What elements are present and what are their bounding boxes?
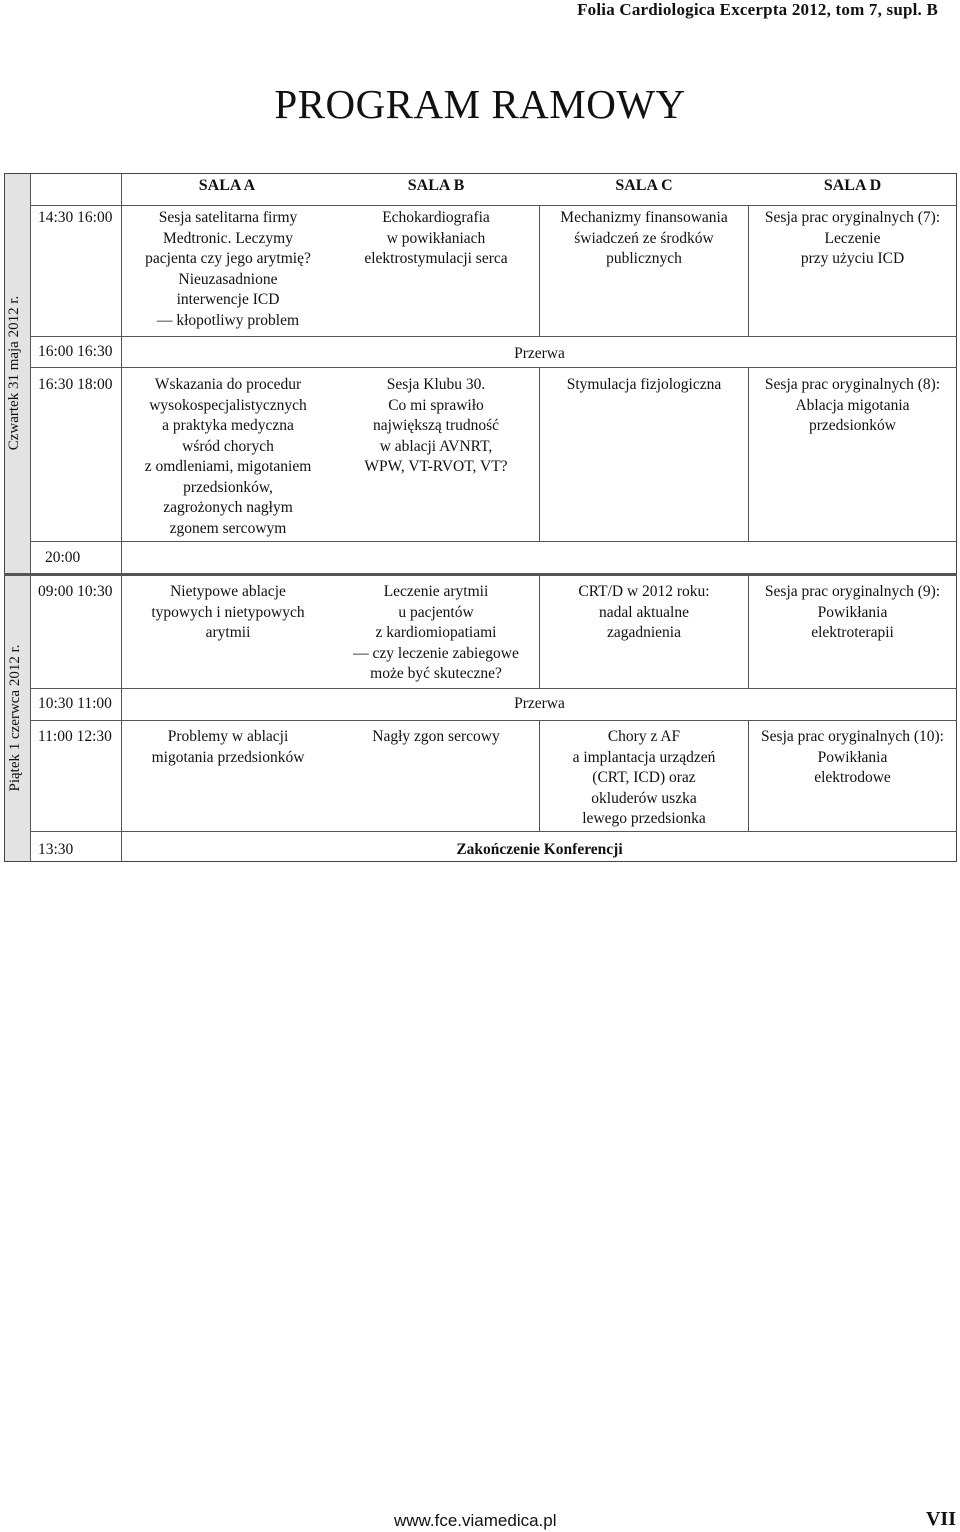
session-sala-c: CRT/D w 2012 roku: nadal aktualne zagadnienia bbox=[578, 583, 710, 641]
page-number: VII bbox=[925, 1508, 956, 1530]
day-label-friday: Piątek 1 czerwca 2012 r. bbox=[7, 644, 23, 792]
session-sala-c: Chory z AF a implantacja urządzeń (CRT, ICD) oraz okluderów uszka lewego przedsionka bbox=[572, 728, 716, 827]
day-separator bbox=[4, 573, 957, 576]
session-sala-a: Nietypowe ablacje typowych i nietypowych arytmii bbox=[151, 583, 305, 641]
session-sala-b: Leczenie arytmii u pacjentów z kardiomiopatiami — czy leczenie zabiegowe może być skuteczne? bbox=[353, 583, 519, 682]
session-sala-a: Sesja satelitarna firmy Medtronic. Leczymy pacjenta czy jego arytmię? Nieuzasadnione interwencje ICD — kłopotliwy problem bbox=[145, 209, 311, 329]
divider bbox=[30, 688, 957, 689]
session-sala-d: Sesja prac oryginalnych (7): Leczenie przy użyciu ICD bbox=[764, 209, 941, 267]
time-slot: 09:00 10:30 bbox=[38, 583, 113, 600]
column-header-sala-c: SALA C bbox=[615, 177, 673, 194]
divider bbox=[30, 831, 957, 832]
time-slot: 16:30 18:00 bbox=[38, 376, 113, 393]
divider bbox=[30, 541, 957, 542]
page-title: PROGRAM RAMOWY bbox=[274, 81, 686, 127]
column-header-sala-d: SALA D bbox=[823, 177, 882, 194]
journal-header: Folia Cardiologica Excerpta 2012, tom 7, supl. B bbox=[577, 0, 938, 19]
divider bbox=[30, 720, 957, 721]
break-label: Przerwa bbox=[514, 345, 565, 362]
column-header-sala-b: SALA B bbox=[407, 177, 465, 194]
time-slot: 16:00 16:30 bbox=[38, 343, 113, 360]
time-slot: 10:30 11:00 bbox=[38, 695, 112, 712]
divider bbox=[30, 367, 957, 368]
session-sala-b: Sesja Klubu 30. Co mi sprawiło największą trudność w ablacji AVNRT, WPW, VT-RVOT, VT? bbox=[364, 376, 508, 475]
day-label-thursday: Czwartek 31 maja 2012 r. bbox=[6, 295, 22, 451]
footer-url: www.fce.viamedica.pl bbox=[394, 1511, 557, 1530]
closing-label: Zakończenie Konferencji bbox=[456, 841, 623, 858]
time-slot: 20:00 bbox=[45, 549, 81, 566]
session-sala-d: Sesja prac oryginalnych (8): Ablacja migotania przedsionków bbox=[764, 376, 941, 434]
divider bbox=[30, 205, 957, 206]
session-sala-b: Echokardiografia w powikłaniach elektrostymulacji serca bbox=[364, 209, 508, 267]
session-sala-c: Stymulacja fizjologiczna bbox=[566, 376, 722, 393]
time-slot: 11:00 12:30 bbox=[38, 728, 112, 745]
column-header-sala-a: SALA A bbox=[198, 177, 256, 194]
divider bbox=[30, 336, 957, 337]
time-slot: 14:30 16:00 bbox=[38, 209, 113, 226]
session-sala-d: Sesja prac oryginalnych (9): Powikłania elektroterapii bbox=[764, 583, 941, 641]
session-sala-d: Sesja prac oryginalnych (10): Powikłania elektrodowe bbox=[761, 728, 944, 786]
break-label: Przerwa bbox=[514, 695, 565, 712]
session-sala-b: Nagły zgon sercowy bbox=[372, 728, 500, 745]
session-sala-a: Problemy w ablacji migotania przedsionków bbox=[151, 728, 305, 766]
session-sala-c: Mechanizmy finansowania świadczeń ze środków publicznych bbox=[560, 209, 728, 267]
session-sala-a: Wskazania do procedur wysokospecjalistycznych a praktyka medyczna wśród chorych z omdleniami, migotaniem przedsionków, zagrożonych nagłym zgonem sercowym bbox=[144, 376, 312, 537]
time-slot: 13:30 bbox=[38, 841, 74, 858]
divider bbox=[30, 174, 31, 862]
